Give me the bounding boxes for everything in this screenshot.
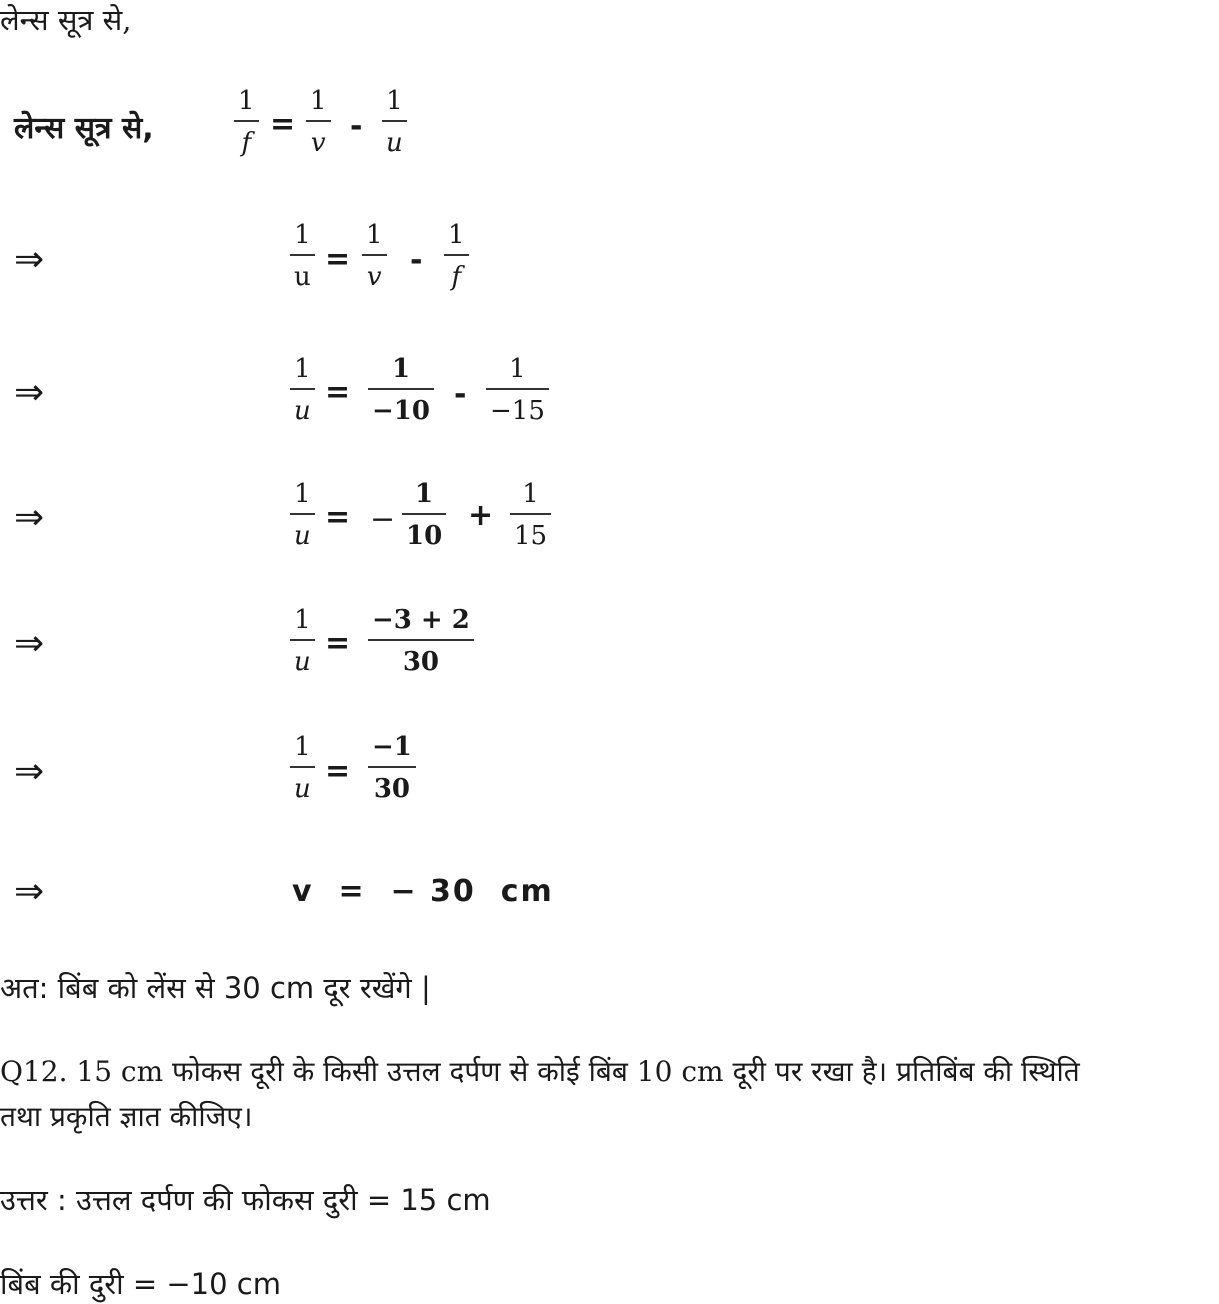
conclusion-text: अत: बिंब को लेंस से 30 cm दूर रखेंगे | [0,971,431,1005]
negative-sign: − [370,502,396,537]
implies-arrow: ⇒ [14,623,45,664]
step4-lhs-fraction: 1 u [290,607,315,675]
equals-sign: = [325,500,351,535]
formula-lhs-fraction: 1 f [234,88,259,156]
formula-term-v: 1 v [306,88,331,156]
equals-sign: = [325,626,351,661]
intro-text: लेन्स सूत्र से, [0,3,132,37]
step2-term-b: 1 −15 [486,356,549,424]
question-line-1: Q12. 15 cm फोकस दूरी के किसी उत्तल दर्पण से कोई बिंब 10 cm दूरी पर रखा है। प्रतिबिंब की स्थिति [0,1055,1080,1088]
step1-term-a: 1 v [362,222,387,290]
formula-label: लेन्स सूत्र से, [14,111,154,146]
equals-sign: = [270,107,296,142]
step3-term-a: 1 10 [402,481,446,549]
implies-arrow: ⇒ [14,372,45,413]
equals-sign: = [325,754,351,789]
question-line-2: तथा प्रकृति ज्ञात कीजिए। [0,1100,253,1133]
step3-term-b: 1 15 [510,481,551,549]
step5-lhs-fraction: 1 u [290,734,315,802]
implies-arrow: ⇒ [14,497,45,538]
implies-arrow: ⇒ [14,751,45,792]
answer-line: उत्तर : उत्तल दर्पण की फोकस दुरी = 15 cm [0,1183,491,1217]
implies-arrow: ⇒ [14,871,45,912]
implies-arrow: ⇒ [14,239,45,280]
step1-lhs-fraction: 1 u [290,222,315,290]
step1-term-b: 1 f [444,222,469,290]
step5-term-a: −1 30 [368,734,416,802]
equals-sign: = [325,242,351,277]
minus-sign: - [410,243,423,278]
equals-sign: = [325,375,351,410]
step4-term-a: −3 + 2 30 [368,607,474,675]
step2-term-a: 1 −10 [368,356,434,424]
step2-lhs-fraction: 1 u [290,356,315,424]
formula-term-u: 1 u [382,88,407,156]
minus-sign: - [454,377,467,412]
plus-sign: + [468,498,494,533]
step3-lhs-fraction: 1 u [290,481,315,549]
minus-sign: - [350,109,363,144]
result-equation: v = − 30 cm [292,874,554,909]
object-distance-line: बिंब की दुरी = −10 cm [0,1267,281,1301]
